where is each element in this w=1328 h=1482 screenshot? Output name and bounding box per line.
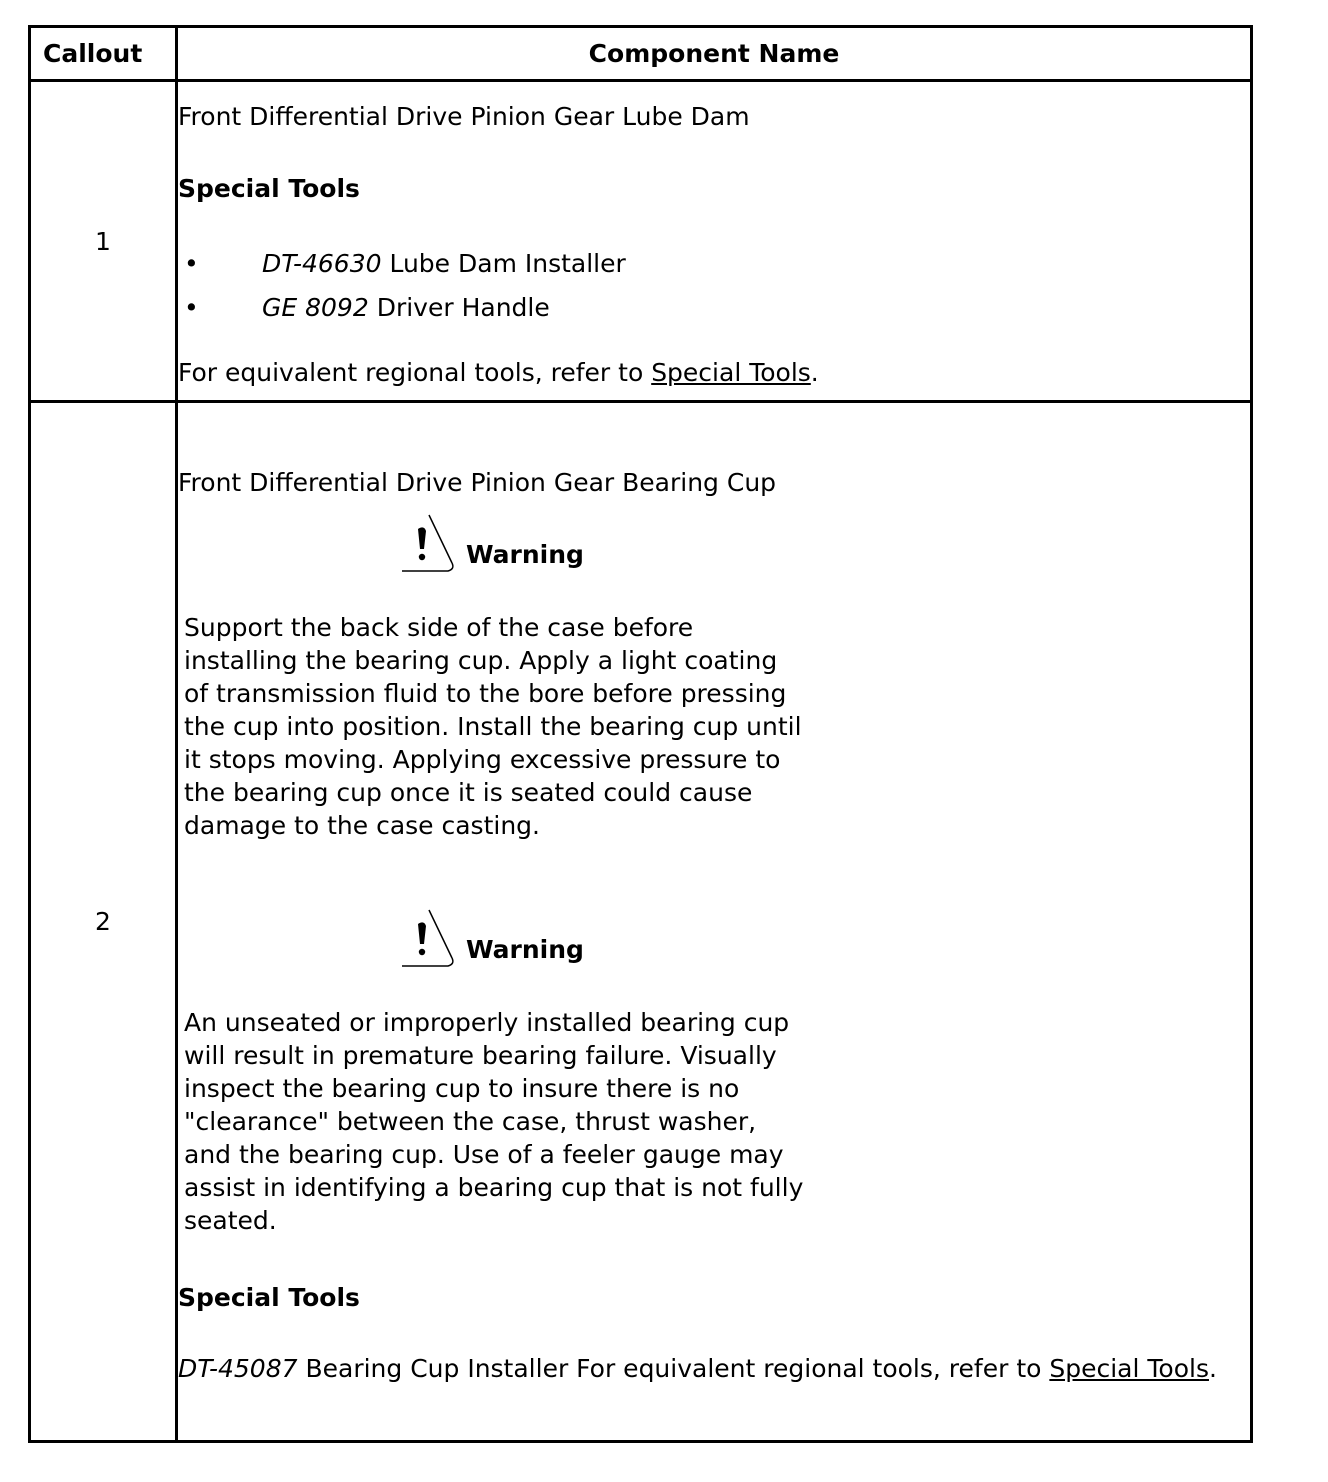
special-tools-link[interactable]: Special Tools bbox=[651, 357, 811, 387]
header-component-name: Component Name bbox=[177, 27, 1252, 81]
warning-triangle-icon bbox=[400, 513, 458, 575]
tool-entry bbox=[178, 1351, 1250, 1386]
component-cell bbox=[177, 402, 1252, 1442]
warning-text: Support the back side of the case before installing the bearing cup. Apply a light coating of transmission fluid to the bore before pressing the cup into position. Install the bearing cup until it stops moving. Applying excessive pressure to the bearing cup once it is seated could cause damage to the case casting. bbox=[184, 612, 802, 840]
warning-label: Warning bbox=[466, 539, 584, 569]
list-item bbox=[178, 247, 1250, 280]
header-callout: Callout bbox=[30, 27, 177, 81]
component-name: Front Differential Drive Pinion Gear Lube Dam bbox=[178, 101, 750, 131]
table-row bbox=[30, 402, 1252, 1442]
table-row bbox=[30, 81, 1252, 402]
tool-name: Lube Dam Installer bbox=[381, 248, 626, 278]
component-cell bbox=[177, 81, 1252, 402]
special-tools-link[interactable]: Special Tools bbox=[1049, 1353, 1209, 1383]
special-tools-heading: Special Tools bbox=[178, 173, 360, 203]
bullet-icon: • bbox=[184, 248, 199, 278]
warning-header bbox=[400, 908, 1250, 970]
component-name: Front Differential Drive Pinion Gear Bearing Cup bbox=[178, 467, 777, 497]
callout-table bbox=[28, 25, 1253, 1443]
callout-number: 2 bbox=[30, 402, 177, 1442]
table-header-row bbox=[30, 27, 1252, 81]
warning-triangle-icon bbox=[400, 908, 458, 970]
warning-header bbox=[400, 513, 1250, 575]
list-item bbox=[178, 291, 1250, 324]
tool-name: Bearing Cup Installer For equivalent regional tools, refer to bbox=[297, 1353, 1050, 1383]
tools-list bbox=[178, 247, 1250, 324]
callout-number: 1 bbox=[30, 81, 177, 402]
special-tools-heading: Special Tools bbox=[178, 1282, 360, 1312]
warning-label: Warning bbox=[466, 934, 584, 964]
tool-name: Driver Handle bbox=[368, 292, 550, 322]
warning-text: An unseated or improperly installed bearing cup will result in premature bearing failure. Visually inspect the bearing cup to insure there is no "clearance" between the case, thrust washer, and the bearing cup. Use of a feeler gauge may assist in identifying a bearing cup that is not fully seated. bbox=[184, 1007, 804, 1235]
refer-text: For equivalent regional tools, refer to bbox=[178, 357, 652, 387]
tool-number: GE 8092 bbox=[262, 292, 369, 322]
tool-number: DT-45087 bbox=[178, 1353, 298, 1383]
regional-tools-note bbox=[178, 356, 1250, 389]
tool-number: DT-46630 bbox=[262, 248, 382, 278]
refer-suffix: . bbox=[810, 357, 819, 387]
bullet-icon: • bbox=[184, 292, 199, 322]
refer-suffix: . bbox=[1208, 1353, 1217, 1383]
